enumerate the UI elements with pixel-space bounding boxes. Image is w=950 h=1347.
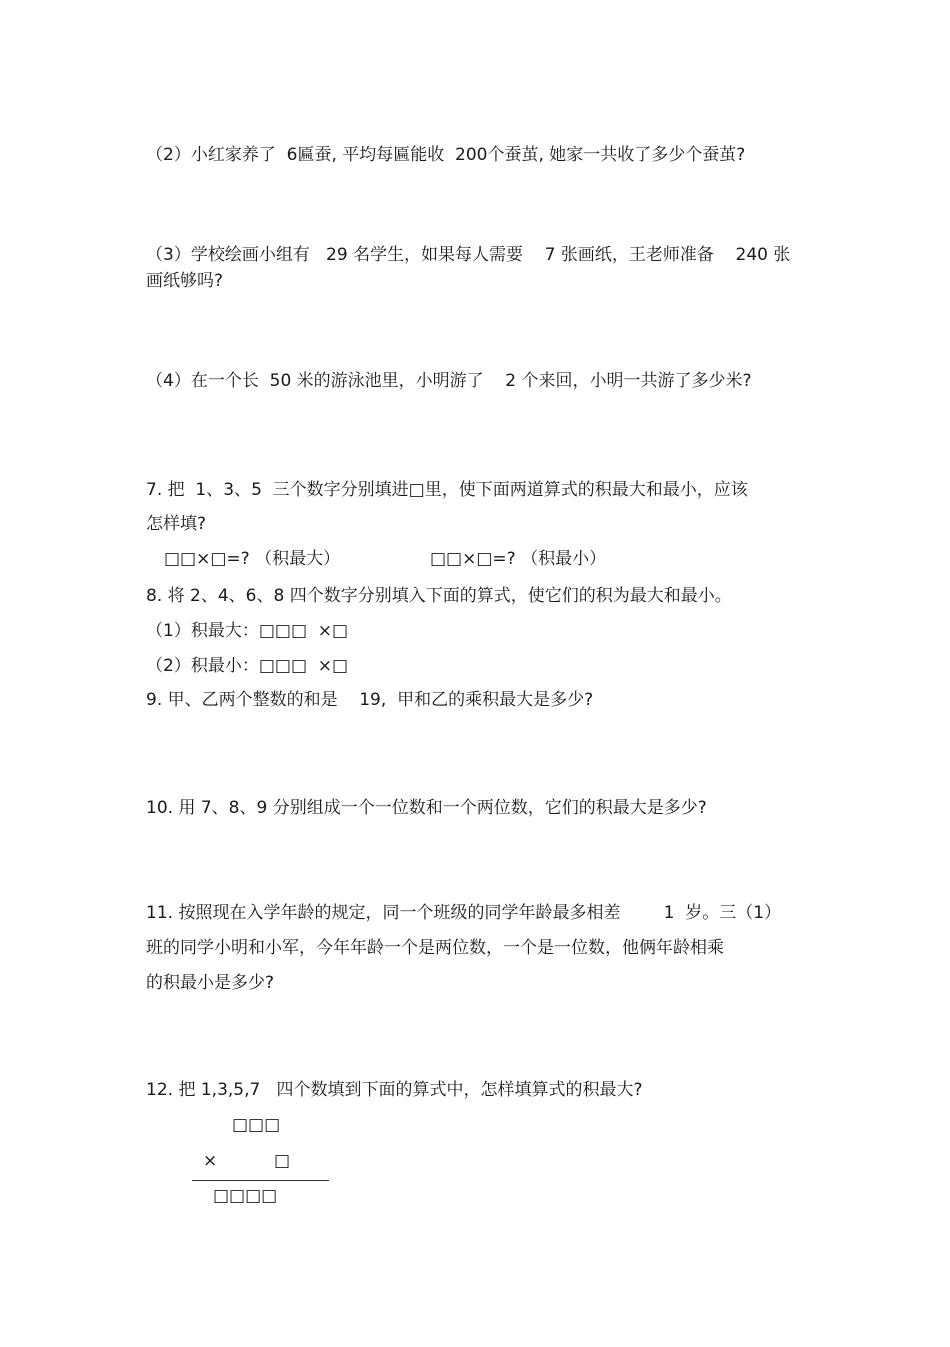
q7-formula-max: □□×□=? （积最大） [164,549,341,569]
q8-min: （2）积最小：□□□ ×□ [146,656,349,676]
q8-line-1: 8. 将 2、4、6、8 四个数字分别填入下面的算式，使它们的积为最大和最小。 [146,586,732,606]
q6-part-2: （2）小红家养了 6匾蚕, 平均每匾能收 200个蚕茧, 她家一共收了多少个蚕茧? [146,145,746,165]
q7-line-1: 7. 把 1、3、5 三个数字分别填进□里，使下面两道算式的积最大和最小，应该 [146,480,748,500]
q8-max: （1）积最大：□□□ ×□ [146,621,349,641]
q12-multiplier: □ [274,1151,291,1171]
q12-divider-line [192,1180,329,1181]
q12-line-1: 12. 把 1,3,5,7 四个数填到下面的算式中，怎样填算式的积最大? [146,1080,643,1100]
q11-line-2: 班的同学小明和小军，今年年龄一个是两位数，一个是一位数，他俩年龄相乘 [146,938,724,958]
q12-product: □□□□ [213,1186,278,1206]
q7-line-2: 怎样填? [146,514,207,534]
q12-times-sign: × [203,1151,218,1171]
q12-multiplicand: □□□ [232,1115,281,1135]
q10-line-1: 10. 用 7、8、9 分别组成一个一位数和一个两位数，它们的积最大是多少? [146,798,707,818]
q6-part-3-line-2: 画纸够吗? [146,271,224,291]
q9-line-1: 9. 甲、乙两个整数的和是 19, 甲和乙的乘积最大是多少? [146,690,594,710]
q11-line-1: 11. 按照现在入学年龄的规定，同一个班级的同学年龄最多相差 1 岁。三（1） [146,903,782,923]
q6-part-4: （4）在一个长 50 米的游泳池里，小明游了 2 个来回，小明一共游了多少米? [146,371,752,391]
q6-part-3-line-1: （3）学校绘画小组有 29 名学生，如果每人需要 7 张画纸，王老师准备 240 张 [146,245,791,265]
q11-line-3: 的积最小是多少? [146,973,275,993]
q7-formula-min: □□×□=? （积最小） [430,549,607,569]
